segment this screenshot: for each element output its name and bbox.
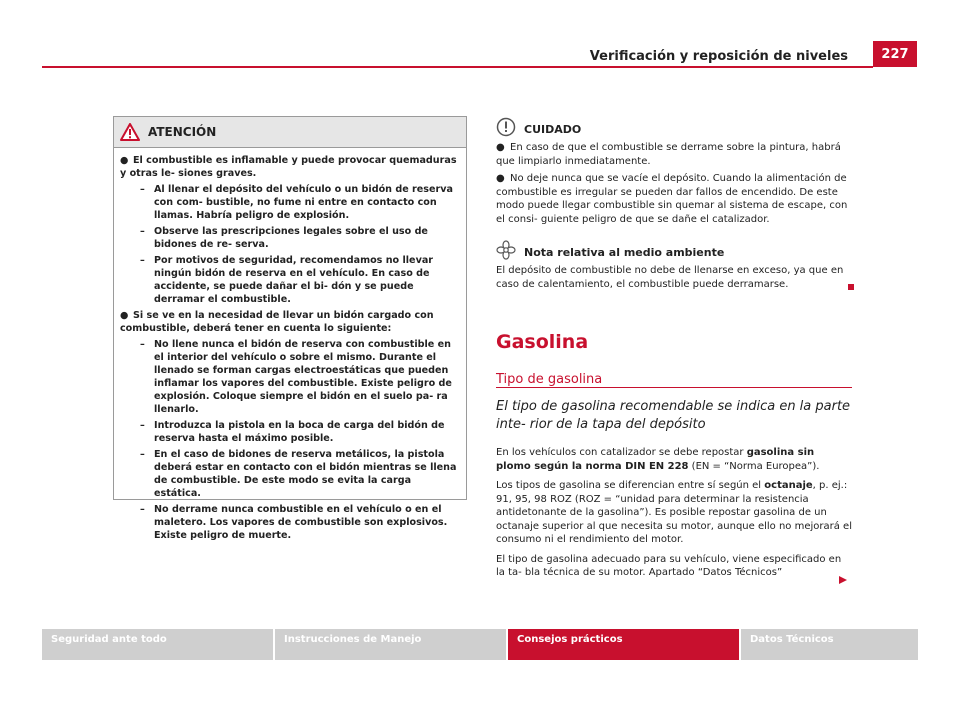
warning-triangle-icon bbox=[120, 123, 140, 141]
environment-header bbox=[496, 240, 724, 260]
caution-item: ● En caso de que el combustible se derrame sobre la pintura, habrá que limpiarlo inmediatamente. bbox=[496, 142, 841, 167]
warning-subitem: – No derrame nunca combustible en el vehículo o en el maletero. Los vapores de combustible son explosivos. Existe peligro de muerte. bbox=[140, 504, 448, 541]
footer-tab-consejos[interactable]: Consejos prácticos bbox=[508, 629, 739, 660]
caution-body bbox=[496, 141, 852, 230]
continue-arrow-icon bbox=[838, 575, 848, 585]
warning-title: ATENCIÓN bbox=[148, 125, 217, 139]
environment-flower-icon bbox=[496, 240, 516, 260]
section-subheading: Tipo de gasolina bbox=[496, 372, 603, 387]
page-number: 227 bbox=[873, 41, 917, 67]
environment-title: Nota relativa al medio ambiente bbox=[524, 246, 725, 259]
warning-body bbox=[114, 148, 466, 542]
section-end-marker bbox=[848, 284, 854, 290]
warning-subitem: – No llene nunca el bidón de reserva con combustible en el interior del vehículo o sobre el mismo. Durante el llenado se forman cargas electroestáticas que pueden inflamar los vapores del combustible. Existe peligro de explosión. Coloque siempre el bidón en el suelo pa- ra llenarlo. bbox=[140, 339, 452, 415]
environment-text: El depósito de combustible no debe de llenarse en exceso, ya que en caso de calentamiento, el combustible puede derramarse. bbox=[496, 265, 844, 290]
warning-box bbox=[113, 116, 467, 541]
subheading-rule bbox=[496, 387, 852, 388]
warning-header bbox=[114, 117, 466, 148]
section-heading: Gasolina bbox=[496, 331, 589, 353]
paragraph: Los tipos de gasolina se diferencian entre sí según el octanaje, p. ej.: 91, 95, 98 ROZ (ROZ = “unidad para determinar la resistencia antidetonante de la gasolina”). Es posible repostar gasolina de un octanaje superior al que necesita su motor, aunque ello no mejorará el consumo ni el rendimiento del motor. bbox=[496, 480, 852, 545]
header-rule bbox=[42, 66, 873, 68]
paragraph: En los vehículos con catalizador se debe repostar gasolina sin plomo según la norma DIN EN 228 (EN = “Norma Europea”). bbox=[496, 447, 820, 472]
warning-subitem: – Introduzca la pistola en la boca de carga del bidón de reserva hasta el máximo posible. bbox=[140, 420, 445, 444]
caution-title: CUIDADO bbox=[524, 123, 582, 136]
caution-exclamation-icon bbox=[496, 117, 516, 137]
warning-item: ● Si se ve en la necesidad de llevar un bidón cargado con combustible, deberá tener en cuenta lo siguiente: bbox=[120, 310, 434, 334]
warning-subitem: – Al llenar el depósito del vehículo o un bidón de reserva con com- bustible, no fume ni entre en contacto con llamas. Habría peligro de explosión. bbox=[140, 184, 453, 221]
section-lead: El tipo de gasolina recomendable se indica en la parte inte- rior de la tapa del depósito bbox=[496, 399, 851, 432]
warning-item: ● El combustible es inflamable y puede provocar quemaduras y otras le- siones graves. bbox=[120, 155, 457, 179]
warning-subitem: – En el caso de bidones de reserva metálicos, la pistola deberá estar en contacto con el bidón mientras se llena de combustible. De este modo se evita la carga estática. bbox=[140, 449, 457, 499]
paragraph: El tipo de gasolina adecuado para su vehículo, viene especificado en la ta- bla técnica de su motor. Apartado “Datos Técnicos” bbox=[496, 553, 842, 578]
warning-subitem: – Por motivos de seguridad, recomendamos no llevar ningún bidón de reserva en el vehículo. En caso de accidente, se puede dañar el bi- dón y se puede derramar el combustible. bbox=[140, 255, 434, 305]
footer-nav bbox=[42, 629, 918, 660]
caution-item: ● No deje nunca que se vacíe el depósito. Cuando la alimentación de combustible es irregular se pueden dar fallos de encendido. De este modo puede llegar combustible sin quemar al sistema de escape, con el consi- guiente peligro de que se dañe el catalizador. bbox=[496, 173, 848, 225]
section-body bbox=[496, 446, 852, 586]
footer-tab-instrucciones[interactable]: Instrucciones de Manejo bbox=[275, 629, 506, 660]
warning-subitem: – Observe las prescripciones legales sobre el uso de bidones de re- serva. bbox=[140, 226, 428, 250]
footer-tab-datos[interactable]: Datos Técnicos bbox=[741, 629, 918, 660]
footer-tab-seguridad[interactable]: Seguridad ante todo bbox=[42, 629, 273, 660]
caution-header bbox=[496, 117, 581, 137]
page-header-title: Verificación y reposición de niveles bbox=[589, 49, 848, 64]
